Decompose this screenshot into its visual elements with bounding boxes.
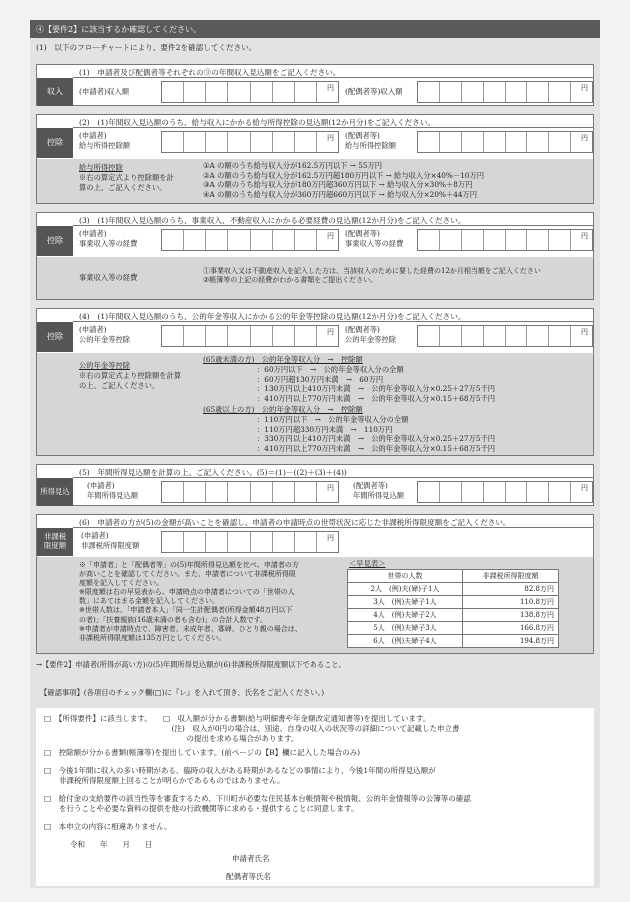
table-row: [348, 583, 559, 596]
table-row: [348, 622, 559, 635]
spouse-pension-deduction-input[interactable]: [417, 325, 593, 347]
applicant-label: (申請者) 非課税所得限度額: [81, 531, 140, 550]
over65-rules: ：110万円以下 → 公的年金等収入分の全額 ：110万円超330万円未満 → 110万円 ：330万円以上410万円未満 → 公的年金等収入分×0.25＋27万5千円 ：410万円以上770万円未満 → 公的年金等収入分×0.15＋68万5千円: [257, 415, 496, 454]
section-tag: 所得見込: [37, 478, 73, 506]
section-title: (4) (1)年間収入見込額のうち、公的年金等収入にかかる公的年金等控除の見込額(12か月分)をご記入ください。: [73, 309, 593, 322]
spouse-income-estimate-input[interactable]: [417, 481, 593, 503]
spouse-label: (配偶者等) 事業収入等の経費: [345, 229, 404, 248]
section-business-expense: [36, 212, 594, 300]
date-field[interactable]: 令和 年 月 日: [70, 840, 153, 849]
section-pension-deduction: [36, 308, 594, 456]
spouse-label: (配偶者等) 公的年金等控除: [345, 325, 397, 344]
calc-rules: ①事業収入又は不動産収入を記入した方は、当該収入のために要した経費の12か月相当額をご記入ください ②帳簿等の上記の経費がわかる書類をご提出ください。: [203, 267, 541, 285]
table-header-row: [348, 570, 559, 583]
table-header: 世帯の人数: [348, 570, 463, 583]
table-cell: 4人 (例)夫婦子2人: [348, 609, 463, 622]
applicant-label: (申請者) 給与所得控除額: [79, 131, 131, 150]
yen-unit: 円: [327, 84, 334, 92]
section-tax-exempt-limit: [36, 514, 594, 654]
note-title: 事業収入等の経費: [79, 273, 138, 282]
note-text: ※右の算定式より控除額を計 算の上、ご記入ください。: [79, 173, 174, 192]
section-income-estimate: [36, 464, 594, 506]
confirmation-section: [36, 708, 594, 886]
applicant-label: (申請者) 公的年金等控除: [79, 325, 131, 344]
note-title: 公的年金等控除: [79, 361, 131, 370]
yen-unit: 円: [327, 232, 334, 240]
table-cell: 2人 (例)夫(婦)子1人: [348, 583, 463, 596]
under65-rules: ：60万円以下 → 公的年金等収入分の全額 ：60万円超130万円未満 → 60万円 ：130万円以上410万円未満 → 公的年金等収入分×0.25＋27万5千円 ：410万円以上770万円未満 → 公的年金等収入分×0.15＋68万5千円: [257, 365, 496, 404]
yen-unit: 円: [327, 534, 334, 542]
yen-unit: 円: [581, 328, 588, 336]
table-row: [348, 635, 559, 648]
applicant-label: (申請者)収入額: [79, 87, 130, 96]
spouse-expense-input[interactable]: [417, 229, 593, 251]
spouse-label: (配偶者等) 給与所得控除額: [345, 131, 397, 150]
table-cell: 3人 (例)夫婦子1人: [348, 596, 463, 609]
section-title: (2) (1)年間収入見込額のうち、給与収入にかかる給与所得控除の見込額(12か月分)をご記入ください。: [73, 115, 593, 128]
confirm-title: 【確認事項】(各項目のチェック欄(□)に『レ』を入れて頂き、氏名をご記入ください。): [40, 688, 325, 697]
calc-rules: ①A の額のうち給与収入分が162.5万円以下 → 55万円 ②A の額のうち給与収入分が162.5万円超180万円以下 → 給与収入分×40%－10万円 ③A の額のうち給与収入分が180万円超360万円以下 → 給与収入分×30%＋8万円 ④A の額のうち給与収入分が360万円超660万円以下 → 給与収入分×20%＋44万円: [203, 161, 485, 200]
over65-heading: (65歳以上の方) 公的年金等収入分 → 控除額: [203, 405, 363, 414]
checkbox-deduction-documents[interactable]: □ 控除額が分かる書類(帳簿等)を提出しています。(前ページの【B】欄に記入した場合のみ): [44, 748, 361, 757]
checkbox-declaration[interactable]: □ 本申立の内容に相違ありません。: [44, 822, 172, 831]
table-row: [348, 609, 559, 622]
notes-text: ※「申請者」と「配偶者等」の(5)年間所得見込額を比べ、申請者の方 が高いことを確認してください。また、申請者について非課税所得限 度額を記入してください。 ※限度額は右の早見表から。申請時点の申請者についての「世帯の人 数」にあてはまる金額を記入してください。 ※世帯人数は、「申請者本人」「同一生計配偶者(所得金額48万円以下 の者)」「扶養親族(16歳未満の者も含む)」の合計人数です。 ※申請者が申請時点で、障害者、未成年者、寡婦、ひとり親の場合は、 非課税所得限度額は135万円としてください。: [79, 561, 302, 642]
applicant-name-field[interactable]: 申請者氏名: [232, 854, 270, 863]
applicant-label: (申請者) 事業収入等の経費: [79, 229, 138, 248]
checkbox-income-requirement[interactable]: □ 【所得要件】に該当します。 □ 収入額が分かる書類(給与明細書や年金額改定通知書等)を提出しています。 (注) 収入が0円の場合は、別途、自身の収入の状況等の詳細について記載した申立書 の提出を求める場合があります。: [44, 714, 460, 743]
checkbox-consent[interactable]: □ 給付金の支給要件の該当性等を審査するため、下川町が必要な住民基本台帳情報や税情報、公的年金情報等の公簿等の確認 を行うことや必要な資料の提供を他の行政機関等に求める・提供することに同意します。: [44, 794, 471, 813]
spouse-label: (配偶者等)収入額: [345, 87, 403, 96]
applicant-income-estimate-input[interactable]: [161, 481, 339, 503]
spouse-label: (配偶者等) 年間所得見込額: [353, 481, 405, 500]
section-tag: 収入: [37, 78, 73, 106]
intro-text: (1) 以下のフローチャートにより、要件2を確認してください。: [36, 43, 257, 52]
yen-unit: 円: [581, 484, 588, 492]
table-cell: 194.8万円: [462, 635, 558, 648]
section-title: (3) (1)年間収入見込額のうち、事業収入、不動産収入にかかる必要経費の見込額(12か月分)をご記入ください。: [73, 213, 593, 226]
section-tag: 非課税 限度額: [37, 528, 73, 556]
table-header: 非課税所得限度額: [462, 570, 558, 583]
section-tag: 控除: [37, 128, 73, 158]
yen-unit: 円: [581, 134, 588, 142]
yen-unit: 円: [581, 84, 588, 92]
applicant-pension-deduction-input[interactable]: [161, 325, 339, 347]
applicant-salary-deduction-input[interactable]: [161, 131, 339, 153]
note-title: 給与所得控除: [79, 163, 123, 172]
spouse-income-input[interactable]: [417, 81, 593, 103]
yen-unit: 円: [327, 134, 334, 142]
applicant-expense-input[interactable]: [161, 229, 339, 251]
limit-table: [347, 569, 559, 648]
section-tag: 控除: [37, 322, 73, 352]
requirement-result: →【要件2】申請者(所得が高い方)の(5)年間所得見込額が(6)非課税所得限度額以下であること。: [36, 660, 346, 669]
section-salary-deduction: [36, 114, 594, 204]
requirement-header: ④【要件2】に該当するか確認してください。: [30, 20, 600, 38]
yen-unit: 円: [581, 232, 588, 240]
table-row: [348, 596, 559, 609]
applicant-income-input[interactable]: [161, 81, 339, 103]
applicant-label: (申請者) 年間所得見込額: [87, 481, 139, 500]
under65-heading: (65歳未満の方) 公的年金等収入分 → 控除額: [203, 355, 363, 364]
table-cell: 110.8万円: [462, 596, 558, 609]
section-income: [36, 64, 594, 106]
section-title: (5) 年間所得見込額を計算の上、ご記入ください。(5)＝(1)－((2)＋(3)＋(4)): [73, 465, 593, 478]
yen-unit: 円: [327, 328, 334, 336]
section-tag: 控除: [37, 226, 73, 256]
checkbox-no-excess-income[interactable]: □ 今後1年間に収入の多い時期がある、臨時の収入がある時期があるなどの事情により、今後1年間の所得見込額が 非課税所得限度額上回ることが明らかであるものではありません。: [44, 766, 436, 785]
spouse-name-field[interactable]: 配偶者等氏名: [226, 872, 271, 881]
table-cell: 166.8万円: [462, 622, 558, 635]
table-cell: 82.8万円: [462, 583, 558, 596]
tax-exempt-limit-input[interactable]: [161, 531, 339, 553]
section-title: (6) 申請者の方が(5)の金額が高いことを確認し、申請者の申請時点の世帯状況に応じた非課税所得限度額をご記入ください。: [73, 515, 593, 528]
table-cell: 5人 (例)夫婦子3人: [348, 622, 463, 635]
table-cell: 138.8万円: [462, 609, 558, 622]
section-title: (1) 申請者及び配偶者等それぞれの③の年間収入見込額をご記入ください。: [73, 65, 593, 78]
table-title: ＜早見表＞: [349, 559, 386, 568]
form-page: [30, 20, 600, 888]
table-cell: 6人 (例)夫婦子4人: [348, 635, 463, 648]
spouse-salary-deduction-input[interactable]: [417, 131, 593, 153]
yen-unit: 円: [327, 484, 334, 492]
note-text: ※右の算定式より控除額を計算 の上、ご記入ください。: [79, 371, 182, 390]
